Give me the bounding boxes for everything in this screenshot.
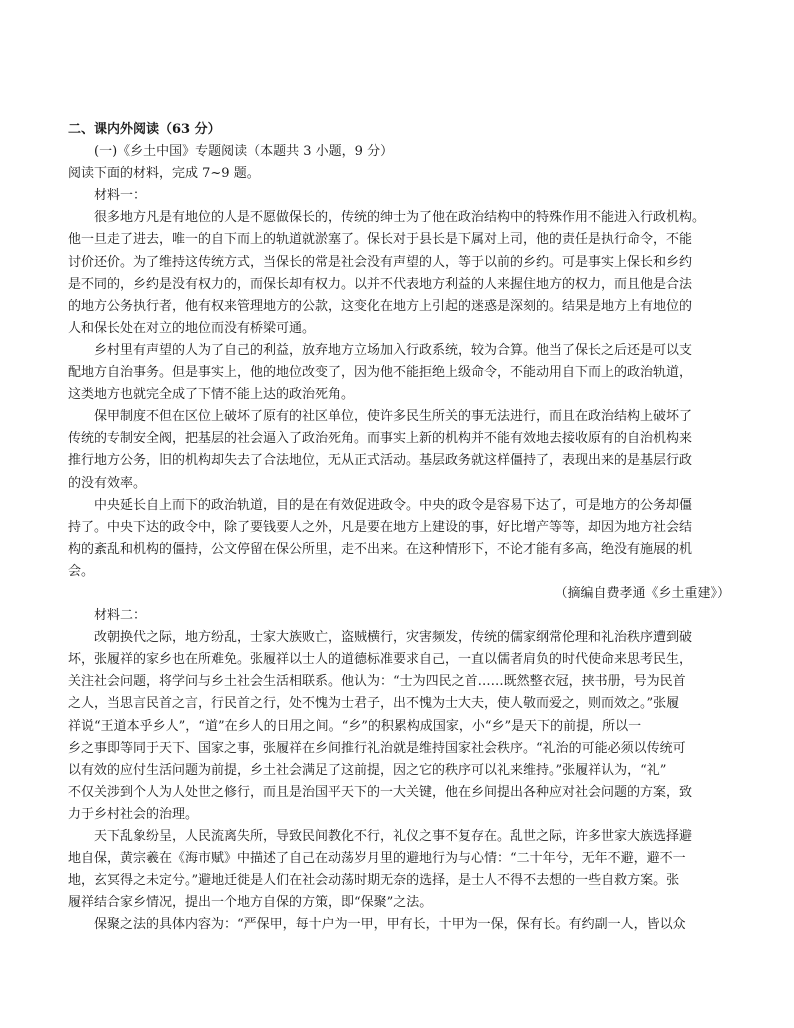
text-line: 人和保长处在对立的地位而没有桥梁可通。 bbox=[68, 320, 316, 336]
instruction-text: 阅读下面的材料，完成 7~9 题。 bbox=[68, 166, 260, 182]
material-1-paragraph-1 bbox=[68, 207, 730, 340]
material-2-paragraph-3 bbox=[68, 914, 730, 936]
text-line: 的没有效率。 bbox=[68, 475, 147, 491]
text-line: 配地方自治事务。但是事实上，他的地位改变了，因为他不能拒绝上级命令，不能动用自下而上的政治轨道， bbox=[68, 365, 693, 381]
text-line: 的地方公务执行者，他有权来管理地方的公款，这变化在地方上引起的迷惑是深刻的。结果是地方上有地位的 bbox=[68, 298, 693, 314]
text-line: 改朝换代之际，地方纷乱，士家大族败亡，盗贼横行，灾害频发，传统的儒家纲常伦理和礼治秩序遭到破 bbox=[94, 630, 693, 646]
text-line: 持了。中央下达的政令中，除了要钱要人之外，凡是要在地方上建设的事，好比增产等等，却因为地方社会结 bbox=[68, 519, 693, 535]
material-1-source: （摘编自费孝通《乡土重建》） bbox=[554, 585, 730, 601]
text-line: 讨价还价。为了维持这传统方式，当保长的常是社会没有声望的人，等于以前的乡约。可是事实上保长和乡约 bbox=[68, 254, 693, 270]
material-2-paragraph-2 bbox=[68, 826, 730, 914]
text-line: 这类地方也就完全成了下情不能上达的政治死角。 bbox=[68, 387, 355, 403]
text-line: 传统的专制安全阀，把基层的社会逼入了政治死角。而事实上新的机构并不能有效地去接收原有的自治机构来 bbox=[68, 431, 693, 447]
text-line: 祥说“王道本乎乡人”，“道”在乡人的日用之间。“乡”的积累构成国家，小“乡”是天下的前提，所以一 bbox=[68, 718, 642, 734]
text-line: 天下乱象纷呈，人民流离失所，导致民间教化不行，礼仪之事不复存在。乱世之际，许多世家大族选择避 bbox=[94, 829, 693, 844]
text-line: 乡之事即等同于天下、国家之事，张履祥在乡间推行礼治就是维持国家社会秩序。“礼治的可能必须以传统可 bbox=[68, 740, 686, 756]
material-1-paragraph-3 bbox=[68, 406, 730, 494]
text-line: 地自保，黄宗羲在《海市赋》中描述了自己在动荡岁月里的避地行为与心情：“二十年兮，无年不避，避不一 bbox=[68, 851, 686, 867]
subsection-title: (一)《乡土中国》专题阅读（本题共 3 小题，9 分） bbox=[94, 144, 394, 160]
text-line: 他一旦走了进去，唯一的自下而上的轨道就淤塞了。保长对于县长是下属对上司，他的责任是执行命令，不能 bbox=[68, 232, 693, 248]
text-line: 以有效的应付生活问题为前提，乡土社会满足了这前提，因之它的秩序可以礼来维持。”张履祥认为，“礼” bbox=[68, 762, 667, 778]
text-line: 很多地方凡是有地位的人是不愿做保长的，传统的绅士为了他在政治结构中的特殊作用不能进入行政机构。 bbox=[94, 210, 706, 226]
text-line: 坏，张履祥的家乡也在所难免。张履祥以士人的道德标准要求自己，一直以儒者肩负的时代使命来思考民生， bbox=[68, 652, 693, 668]
text-line: 履祥结合家乡情况，提出一个地方自保的方策，即“保聚”之法。 bbox=[68, 895, 433, 911]
text-line: 不仅关涉到个人为人处世之修行，而且是治国平天下的一大关键，他在乡间提出各种应对社会问题的方案，致 bbox=[68, 784, 693, 800]
text-line: 是不同的，乡约是没有权力的，而保长却有权力。以并不代表地方利益的人来握住地方的权力，而且他是合法 bbox=[68, 276, 693, 292]
material-1-label: 材料一： bbox=[94, 188, 147, 204]
section-title: 二、课内外阅读（63 分） bbox=[68, 122, 221, 137]
text-line: 力于乡村社会的治理。 bbox=[68, 806, 199, 822]
material-2-label: 材料二： bbox=[94, 608, 147, 624]
text-line: 关注社会问题，将学问与乡土社会生活相联系。他认为：“士为四民之首……既然整衣冠，挟书册，号为民首 bbox=[68, 674, 686, 690]
text-line: 推行地方公务，旧的机构却失去了合法地位，无从正式活动。基层政务就这样僵持了，表现出来的是基层行政 bbox=[68, 453, 693, 469]
text-line: 会。 bbox=[68, 563, 95, 579]
material-2-paragraph-1 bbox=[68, 627, 730, 826]
document-page bbox=[68, 119, 730, 936]
text-line: 保聚之法的具体内容为：“严保甲，每十户为一甲，甲有长，十甲为一保，保有长。有约副一人，皆以众 bbox=[94, 917, 686, 933]
material-1-paragraph-4 bbox=[68, 495, 730, 583]
text-line: 构的紊乱和机构的僵持，公文停留在保公所里，走不出来。在这种情形下，不论才能有多高，绝没有施展的机 bbox=[68, 541, 693, 557]
text-line: 保甲制度不但在区位上破坏了原有的社区单位，使许多民生所关的事无法进行，而且在政治结构上破坏了 bbox=[94, 409, 693, 425]
text-line: 之人，当思言民首之言，行民首之行，处不愧为士君子，出不愧为士大夫，使人敬而爱之，则而效之。”张履 bbox=[68, 696, 680, 712]
text-line: 中央延长自上而下的政治轨道，目的是在有效促进政令。中央的政令是容易下达了，可是地方的公务却僵 bbox=[94, 497, 693, 513]
text-line: 地，玄冥得之未定兮。”避地迁徙是人们在社会动荡时期无奈的选择，是士人不得不去想的一些自救方案。张 bbox=[68, 873, 680, 889]
material-1-paragraph-2 bbox=[68, 340, 730, 406]
text-line: 乡村里有声望的人为了自己的利益，放弃地方立场加入行政系统，较为合算。他当了保长之后还是可以支 bbox=[94, 342, 693, 358]
